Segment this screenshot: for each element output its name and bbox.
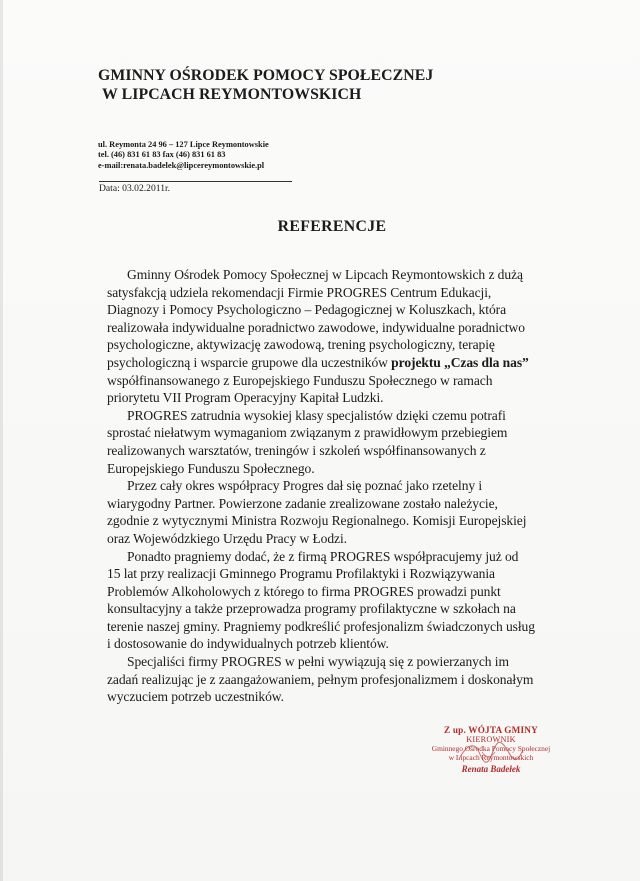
body-line — [107, 424, 557, 442]
body-line — [107, 512, 557, 530]
body-line — [107, 618, 557, 636]
signature-stamp-line-3: Gminnego Ośrodka Pomocy Społecznej — [431, 744, 551, 753]
address-line: ul. Reymonta 24 96 – 127 Lipce Reymontowskie — [98, 140, 269, 149]
body-line — [107, 319, 557, 337]
project-name: projektu „Czas dla nas” — [391, 354, 529, 370]
body-line — [107, 301, 557, 319]
body-line-text: Gminny Ośrodek Pomocy Społecznej w Lipcach Reymontowskich z dużą — [127, 267, 523, 282]
signature-stamp-line-2: KIEROWNIK — [466, 735, 516, 744]
body-line — [107, 442, 557, 460]
organization-name-line-1: GMINNY OŚRODEK POMOCY SPOŁECZNEJ — [98, 67, 434, 84]
body-line-text: realizowanych warsztatów, treningów i szkoleń współfinansowanych z — [107, 442, 486, 458]
body-line-text: zadań realizując je z zaangażowaniem, pełnym profesjonalizmem i doskonałym — [107, 671, 534, 687]
body-line-text: 15 lat przy realizacji Gminnego Programu Profilaktyki i Rozwiązywania — [107, 566, 495, 582]
email-line: e-mail:renata.badelek@lipcereymontowskie.pl — [98, 160, 265, 170]
letter-body — [107, 266, 557, 706]
body-line-text: PROGRES zatrudnia wysokiej klasy specjalistów dzięki czemu potrafi — [127, 407, 506, 423]
body-line-text: wyczuciem potrzeb uczestników. — [107, 689, 284, 705]
body-line-text: realizowała indywidualne poradnictwo zawodowe, indywidualne poradnictwo — [107, 319, 525, 335]
body-line-text: priorytetu VII Program Operacyjny Kapitał Ludzki. — [107, 390, 384, 406]
body-line-text: oraz Wojewódzkiego Urzędu Pracy w Łodzi. — [107, 530, 347, 546]
body-line-text: Problemów Alkoholowych z którego to firma PROGRES prowadzi punkt — [107, 583, 501, 599]
body-line — [107, 284, 557, 302]
body-line — [107, 635, 557, 653]
signature-stamp-line-4: w Lipcach Reymontowskich — [448, 753, 534, 762]
body-line — [107, 266, 557, 284]
body-line-text: wiarygodny Partner. Powierzone zadanie zrealizowane zostało należycie, — [107, 495, 498, 511]
body-line-text: satysfakcją udziela rekomendacji Firmie PROGRES Centrum Edukacji, — [107, 284, 492, 300]
organization-name — [98, 67, 433, 104]
organization-name-line-2: W LIPCACH REYMONTOWSKICH — [102, 85, 362, 103]
signature-stamp — [411, 726, 571, 784]
date-line: Data: 03.02.2011r. — [99, 181, 292, 198]
body-line — [107, 354, 557, 372]
body-line-text: terenie naszej gminy. Pragniemy podkreślić profesjonalizm świadczonych usług — [107, 618, 535, 634]
body-line — [107, 372, 557, 390]
body-line — [107, 583, 557, 601]
body-line — [107, 407, 557, 425]
body-line — [107, 600, 557, 618]
body-line — [107, 548, 557, 566]
body-line-text: zgodnie z wytycznymi Ministra Rozwoju Regionalnego. Komisji Europejskiej — [107, 513, 527, 529]
body-line — [107, 460, 557, 478]
phone-fax-line: tel. (46) 831 61 83 fax (46) 831 61 83 — [98, 150, 226, 160]
body-line-text: i dostosowanie do indywidualnych potrzeb klientów. — [107, 636, 389, 652]
document-title: REFERENCJE — [277, 218, 387, 235]
body-line — [107, 671, 557, 689]
body-line-text: konsultacyjny a także przeprowadza programy profilaktyczne w szkołach na — [107, 601, 516, 617]
body-line — [107, 389, 557, 407]
body-line-text: Przez cały okres współpracy Progres dał się poznać jako rzetelny i — [127, 478, 483, 494]
contact-block — [98, 140, 269, 171]
body-line — [107, 565, 557, 583]
body-line — [107, 530, 557, 548]
body-line-text: Diagnozy i Pomocy Psychologiczno – Pedagogicznej w Koluszkach, która — [107, 302, 506, 318]
body-line-text: psychologiczne, aktywizację zawodową, trening psychologiczny, terapię — [107, 337, 495, 353]
body-line-text: Europejskiego Funduszu Społecznego. — [107, 460, 315, 476]
body-line — [107, 688, 557, 706]
body-line-text: współfinansowanego z Europejskiego Funduszu Społecznego w ramach — [107, 372, 493, 388]
body-line-text: Specjaliści firmy PROGRES w pełni wywiązują się z powierzanych im — [127, 654, 509, 670]
signature-stamp-line-1: Z up. WÓJTA GMINY — [444, 725, 538, 735]
body-line-text: psychologiczną i wsparcie grupowe dla uczestników — [107, 354, 392, 370]
signature-name: Renata Badełek — [461, 764, 521, 774]
body-line-text: Ponadto pragniemy dodać, że z firmą PROGRES współpracujemy już od — [127, 548, 519, 564]
body-line-text: sprostać niełatwym wymaganiom związanym z prawidłowym przebiegiem — [107, 425, 508, 441]
body-line — [107, 495, 557, 513]
body-line — [107, 653, 557, 671]
body-line — [107, 336, 557, 354]
body-line — [107, 477, 557, 495]
